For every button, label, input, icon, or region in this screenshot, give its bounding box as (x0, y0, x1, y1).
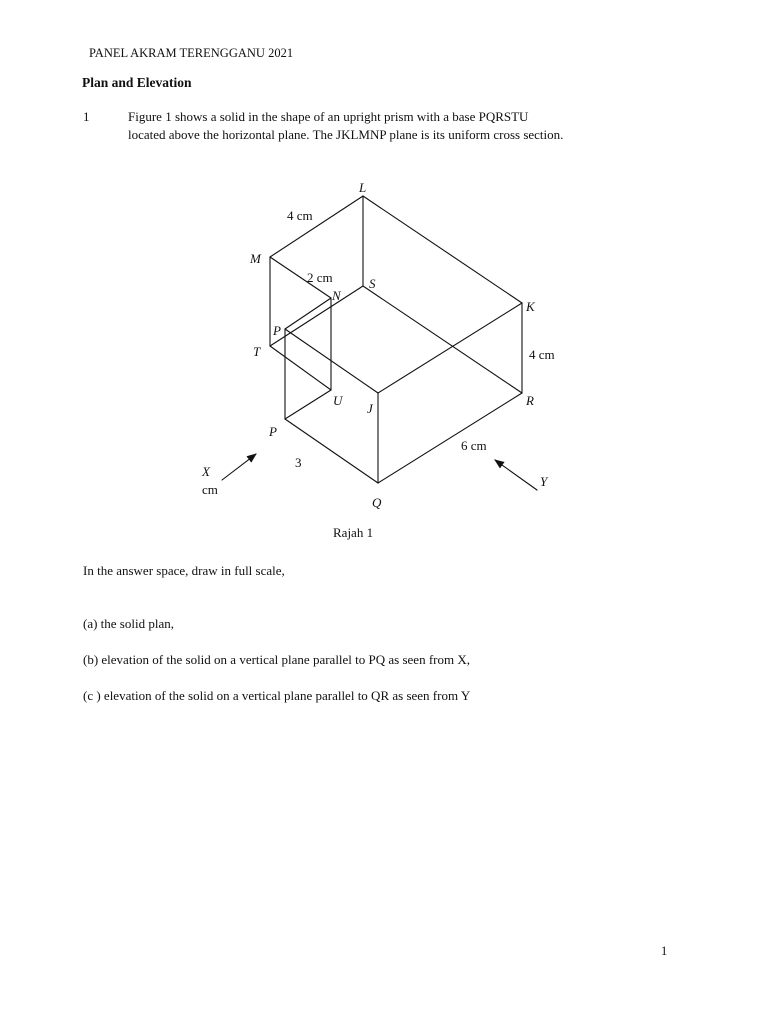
label-k: K (526, 299, 535, 314)
question-number: 1 (83, 109, 90, 124)
label-n: N (332, 288, 341, 303)
part-a: (a) the solid plan, (83, 616, 174, 631)
arrow-x (222, 454, 256, 480)
label-t: T (253, 344, 261, 359)
label-x: X (202, 464, 210, 479)
figure-caption: Rajah 1 (333, 525, 374, 540)
instruction-intro: In the answer space, draw in full scale, (83, 563, 285, 578)
dimension-pq-value: 3 (295, 455, 302, 470)
edge-qr (378, 393, 522, 483)
dimension-lm: 4 cm (287, 208, 313, 223)
label-s: S (369, 276, 376, 291)
edge-ts (270, 286, 363, 346)
edge-pq (285, 419, 378, 483)
arrow-y (495, 460, 537, 490)
edge-lm (270, 196, 363, 257)
question-text-line-1: Figure 1 shows a solid in the shape of an upright prism with a base PQRSTU (128, 109, 529, 124)
dimension-mn: 2 cm (307, 270, 333, 285)
label-l: L (359, 180, 367, 195)
edge-lk (363, 196, 522, 303)
dimension-pq-unit: cm (202, 482, 218, 497)
page-header: PANEL AKRAM TERENGGANU 2021 (89, 46, 294, 60)
label-r: R (526, 393, 534, 408)
label-q: Q (372, 495, 382, 510)
label-j: J (367, 401, 373, 416)
label-u: U (333, 393, 343, 408)
label-m: M (250, 251, 261, 266)
label-p-bottom: P (269, 424, 277, 439)
page-number: 1 (661, 944, 668, 958)
part-b: (b) elevation of the solid on a vertical plane parallel to PQ as seen from X, (83, 652, 470, 667)
part-c: (c ) elevation of the solid on a vertical plane parallel to QR as seen from Y (83, 688, 471, 703)
edge-sr (363, 286, 522, 393)
label-p-top: P (273, 323, 281, 338)
edge-tu (270, 346, 331, 390)
dimension-kr: 4 cm (529, 347, 555, 362)
edge-jk (378, 303, 522, 393)
dimension-qr: 6 cm (461, 438, 487, 453)
label-y: Y (540, 474, 548, 489)
edge-np (285, 298, 331, 329)
question-text-line-2: located above the horizontal plane. The JKLMNP plane is its uniform cross section. (128, 127, 564, 142)
section-title: Plan and Elevation (82, 75, 192, 90)
edge-up (285, 390, 331, 419)
